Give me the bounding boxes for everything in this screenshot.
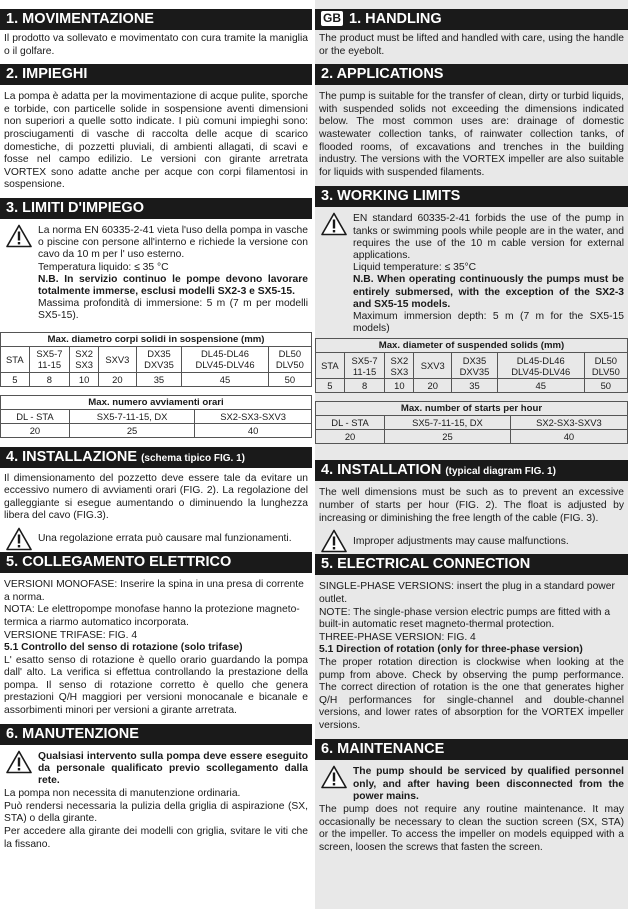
section-4-body-it: Il dimensionamento del pozzetto deve essere tale da evitare un eccessivo numero di avviamenti orari (FIG. 2). La regolazione del galleggiante si esegue aumentando o diminuendo la lunghezza libera del cavo (FIG.3). <box>4 472 308 522</box>
value-cell: 20 <box>414 379 452 393</box>
value-cell: 50 <box>268 372 311 386</box>
warning-block-en <box>315 760 628 803</box>
maintenance-warning-it: Qualsiasi intervento sulla pompa deve essere eseguito da personale qualificato previo scollegamento dalla rete. <box>38 750 308 787</box>
maintenance-body-en: The pump does not require any routine maintenance. It may occasionally be necessary to clean the suction screen (SX, STA) or the impeller. To access the impeller on models equipped with a screen, loosen the screws that fasten the screen. <box>319 804 624 853</box>
value-cell: 45 <box>497 379 584 393</box>
section-1-body-en: The product must be lifted and handled with care, using the handle or the eyebolt. <box>319 33 624 57</box>
section-4-title-it <box>0 447 312 468</box>
rotation-body-en: The proper rotation direction is clockwise when looking at the pump from above. Check by observing the pump performance. The correct direction of rotation is the one that generates higher Q/H performances for single-channel and double-channel versions, and lower rates of absorption for the VORTEX impeller versions. <box>319 656 624 731</box>
section-5-title-it: 5. COLLEGAMENTO ELETTRICO <box>0 552 312 573</box>
section-4-title-text-it: 4. INSTALLAZIONE <box>6 448 138 465</box>
section-6-title-en: 6. MAINTENANCE <box>315 739 628 760</box>
section-4-subtitle-en: (typical diagram FIG. 1) <box>445 466 556 478</box>
three-phase-en: THREE-PHASE VERSION: FIG. 4 <box>319 631 476 643</box>
warning-block-it <box>0 219 312 323</box>
gb-flag-badge: GB <box>323 11 341 25</box>
note-en: NOTE: The single-phase version electric pumps are fitted with a built-in automatic reset magneto-thermal protection. <box>319 606 611 631</box>
section-2-title-it: 2. IMPIEGHI <box>0 64 312 85</box>
value-cell: 35 <box>136 372 182 386</box>
section-3-title-en: 3. WORKING LIMITS <box>315 186 628 207</box>
warning-icon <box>321 529 347 553</box>
starts-table-en <box>315 401 628 444</box>
value-cell: 20 <box>99 372 137 386</box>
value-cell: 45 <box>182 372 269 386</box>
section-2-body-it: La pompa è adatta per la movimentazione di acque pulite, sporche e torbide, con particelle solide in sospensione aventi dimensioni non superiori a quelle sotto indicate. I più comuni impieghi sono: prosciugamenti di vasche di raccolta delle acque di scarico domestiche, di pozzetti pluviali, di ambienti allagati, di scavi e fosse nel campo edilizio. Le versioni con girante arretrata VORTEX sono adatte anche per acque con corpi filamentosi in sospensione. <box>4 91 308 191</box>
model-cell: DL - STA <box>1 409 70 423</box>
rotation-subtitle-it: 5.1 Controllo del senso di rotazione (solo trifase) <box>4 642 243 654</box>
model-cell: SXV3 <box>99 346 137 372</box>
solids-table-en <box>315 338 628 393</box>
nb-note-it: N.B. In servizio continuo le pompe devono lavorare totalmente immerse, esclusi modelli SX2-3 e SX5-15. <box>38 273 308 297</box>
value-cell: 40 <box>195 423 312 437</box>
section-4-body-en: The well dimensions must be such as to prevent an excessive number of starts per hour (FIG. 2). The float is adjusted by increasing or diminishing the free length of the cable (FIG. 3). <box>319 487 624 524</box>
solids-table-it <box>0 332 312 387</box>
nb-note-en: N.B. When operating continuously the pumps must be entirely submersed, with the exception of the SX2-3 and SX5-15 models. <box>353 274 624 310</box>
value-cell: 25 <box>69 423 194 437</box>
section-2-title-en: 2. APPLICATIONS <box>315 64 628 85</box>
value-cell: 8 <box>29 372 70 386</box>
warning-text-en: EN standard 60335-2-41 forbids the use of the pump in tanks or swimming pools while people are in the water, and requires the use of the 10 m cable version for external applications. <box>353 213 624 261</box>
single-phase-it: VERSIONI MONOFASE: Inserire la spina in una presa di corrente a norma. <box>4 579 304 603</box>
value-cell: 8 <box>344 379 385 393</box>
model-cell: STA <box>316 353 345 379</box>
english-column <box>315 0 628 909</box>
value-cell: 20 <box>316 430 385 444</box>
solids-table-title-it: Max. diametro corpi solidi in sospensione (mm) <box>1 332 312 346</box>
starts-table-it <box>0 395 312 438</box>
section-4-subtitle-it: (schema tipico FIG. 1) <box>141 452 245 464</box>
maintenance-p2-it: Può rendersi necessaria la pulizia della griglia di aspirazione (SX, STA) o della girante. <box>4 800 308 825</box>
italian-column <box>0 0 312 909</box>
section-1-title-en <box>315 9 628 30</box>
value-cell: 10 <box>385 379 414 393</box>
model-cell: SX2-SX3-SXV3 <box>510 416 627 430</box>
model-cell: SX2-SX3-SXV3 <box>195 409 312 423</box>
warning-block-en <box>315 207 628 335</box>
max-depth-it: Massima profondità di immersione: 5 m (7 m per modelli SX5-15). <box>38 298 308 322</box>
model-cell: DL45-DL46 DLV45-DLV46 <box>497 353 584 379</box>
warning-text-it: La norma EN 60335-2-41 vieta l'uso della pompa in vasche o piscine con persone all'interno e richiede la versione con cavo da 10 m per l' uso esterno. <box>38 224 308 261</box>
rotation-subtitle-en: 5.1 Direction of rotation (only for three-phase version) <box>319 644 583 656</box>
warning-block-it <box>0 523 312 545</box>
single-phase-en: SINGLE-PHASE VERSIONS: insert the plug in a standard power outlet. <box>319 581 615 605</box>
value-cell: 10 <box>70 372 99 386</box>
maintenance-p3-it: Per accedere alla girante dei modelli con griglia, svitare le viti che la fissano. <box>4 826 308 850</box>
max-depth-en: Maximum immersion depth: 5 m (7 m for the SX5-15 models) <box>353 310 624 335</box>
rotation-body-it: L' esatto senso di rotazione è quello orario guardando la pompa dall' alto. La verifica si effettua controllando la prestazione della pompa. Il senso di rotazione corretto è quello che genera prestazioni Q/H maggiori per versioni monocanale e bicanale e assorbimenti minori per versioni a girante arretrata. <box>4 654 308 717</box>
maintenance-p1-it: La pompa non necessita di manutenzione ordinaria. <box>4 788 241 800</box>
model-cell: SX5-7 11-15 <box>344 353 385 379</box>
warning-icon <box>6 750 32 774</box>
section-2-body-en: The pump is suitable for the transfer of clean, dirty or turbid liquids, with suspended solids not exceeding the dimensions indicated below. The most common uses are: drainage of domestic wastewater collection tanks, of rainwater collection tanks, of flooded rooms, of excavations and trenches in the building industry. The versions with the VORTEX impeller are also suitable for liquids with suspended filaments. <box>319 91 624 178</box>
model-cell: SX2 SX3 <box>70 346 99 372</box>
model-cell: SX5-7-11-15, DX <box>69 409 194 423</box>
model-cell: SX5-7-11-15, DX <box>385 416 511 430</box>
section-6-title-it: 6. MANUTENZIONE <box>0 724 312 745</box>
maintenance-warning-en: The pump should be serviced by qualified personnel only, and after having been disconnected from the power mains. <box>353 766 624 802</box>
section-4-title-text-en: 4. INSTALLATION <box>321 462 442 479</box>
model-cell: DL50 DLV50 <box>584 353 627 379</box>
solids-table-title-en: Max. diameter of suspended solids (mm) <box>316 339 628 353</box>
warning-icon <box>6 527 32 551</box>
section-1-title-text-en: 1. HANDLING <box>349 11 442 27</box>
starts-table-title-en: Max. number of starts per hour <box>316 402 628 416</box>
model-cell: DL45-DL46 DLV45-DLV46 <box>182 346 269 372</box>
section-5-title-en: 5. ELECTRICAL CONNECTION <box>315 554 628 575</box>
model-cell: SX5-7 11-15 <box>29 346 70 372</box>
warning-block-it <box>0 745 312 788</box>
warning-block-en <box>315 525 628 548</box>
liquid-temp-en: Liquid temperature: ≤ 35°C <box>353 262 477 274</box>
warning-icon <box>321 765 347 789</box>
model-cell: SXV3 <box>414 353 452 379</box>
value-cell: 40 <box>510 430 627 444</box>
model-cell: DX35 DXV35 <box>136 346 182 372</box>
section-3-title-it: 3. LIMITI D'IMPIEGO <box>0 198 312 219</box>
value-cell: 50 <box>584 379 627 393</box>
section-4-title-en <box>315 460 628 481</box>
section-1-title-it: 1. MOVIMENTAZIONE <box>0 9 312 30</box>
model-cell: DL - STA <box>316 416 385 430</box>
model-cell: DX35 DXV35 <box>452 353 498 379</box>
model-cell: DL50 DLV50 <box>268 346 311 372</box>
starts-table-title-it: Max. numero avviamenti orari <box>1 395 312 409</box>
model-cell: STA <box>1 346 30 372</box>
value-cell: 25 <box>385 430 511 444</box>
value-cell: 20 <box>1 423 70 437</box>
liquid-temp-it: Temperatura liquido: ≤ 35 °C <box>38 261 169 273</box>
value-cell: 5 <box>316 379 345 393</box>
note-it: NOTA: Le elettropompe monofase hanno la protezione magneto-termica a riarmo automatico incorporata. <box>4 604 300 628</box>
warning-icon <box>6 224 32 248</box>
warning-icon <box>321 212 347 236</box>
adjustment-warning-it: Una regolazione errata può causare mal funzionamenti. <box>38 532 292 544</box>
model-cell: SX2 SX3 <box>385 353 414 379</box>
section-1-body-it: Il prodotto va sollevato e movimentato con cura tramite la maniglia o il golfare. <box>4 33 308 57</box>
three-phase-it: VERSIONE TRIFASE: FIG. 4 <box>4 629 138 641</box>
adjustment-warning-en: Improper adjustments may cause malfunctions. <box>353 536 569 548</box>
value-cell: 5 <box>1 372 30 386</box>
value-cell: 35 <box>452 379 498 393</box>
